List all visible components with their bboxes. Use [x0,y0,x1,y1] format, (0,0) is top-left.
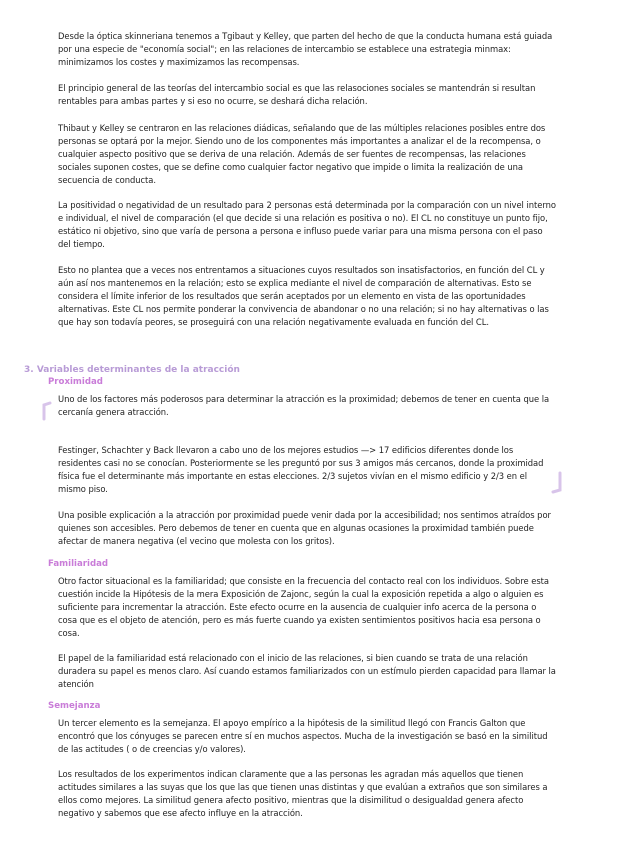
section-title: 3. Variables determinantes de la atracción [24,365,240,375]
familiaridad-heading: Familiaridad [48,559,109,569]
familiaridad-paragraph-2: El papel de la familiaridad está relacionado con el inicio de las relaciones, si bien cuando se trata de una relación duradera su papel es menos claro. Así cuando estamos familiarizados con un estímulo pierden capacidad para llamar la atención [58,653,556,689]
bracket-right-decoration [550,470,566,496]
proximidad-heading: Proximidad [48,377,103,387]
proximidad-paragraph-1: Uno de los factores más poderosos para determinar la atracción es la proximidad; debemos de tener en cuenta que la cercanía genera atracción. [58,394,550,417]
intro-paragraph-4: La positividad o negatividad de un resultado para 2 personas está determinada por la comparación con un nivel interno e individual, el nivel de comparación (el que decide si una relación es positiva o no). El CL no constituye un punto fijo, estático ni objetivo, sino que varía de persona a persona e influso puede variar para una misma persona con el paso del tiempo. [58,200,556,249]
semejanza-paragraph-1: Un tercer elemento es la semejanza. El apoyo empírico a la hipótesis de la similitud llegó con Francis Galton que encontró que los cónyuges se parecen entre sí en muchos aspectos. Mucha de la investigación se basó en la similitud de las actitudes ( o de creencias y/o valores). [58,718,548,754]
intro-paragraph-1: Desde la óptica skinneriana tenemos a Tgibaut y Kelley, que parten del hecho de que la conducta humana está guiada por una especie de "economía social"; en las relaciones de intercambio se establece una estrategia minmax: minimizamos los costes y maximizamos las recompensas. [58,31,553,67]
intro-paragraph-5: Esto no plantea que a veces nos entrentamos a situaciones cuyos resultados son insatisfactorios, en función del CL y aún así nos mantenemos en la relación; esto se explica mediante el nivel de comparación de alternativas. Esto se considera el límite inferior de los resultados que serán aceptados por un elemento en vista de las oportunidades alternativas. Este CL nos permite ponderar la convivencia de abandonar o no una relación; si no hay alternativas o las que hay son todavía peores, se proseguirá con una relación negativamente evaluada en función del CL. [58,265,549,327]
bracket-left-decoration [40,400,54,422]
familiaridad-paragraph-1: Otro factor situacional es la familiaridad; que consiste en la frecuencia del contacto real con los individuos. Sobre esta cuestión incide la Hipótesis de la mera Exposición de Zajonc, según la cual la exposición repetida a algo o alguien es suficiente para incrementar la atracción. Este efecto ocurre en la ausencia de cualquier info acerca de la persona o cosa que es el objeto de atención, pero es más fuerte cuando ya existen sentimientos positivos hacia esa persona o cosa. [58,576,549,638]
semejanza-heading: Semejanza [48,701,101,711]
proximidad-paragraph-2: Festinger, Schachter y Back llevaron a cabo uno de los mejores estudios —> 17 edificios diferentes donde los residentes casi no se conocían. Posteriormente se les preguntó por sus 3 amigos más cercanos, donde la proximidad física fue el determinante más importante en estas elecciones. 2/3 sujetos vivían en el mismo edificio y 2/3 en el mismo piso. [58,445,544,494]
intro-paragraph-2: El principio general de las teorías del intercambio social es que las relasociones sociales se mantendrán si resultan rentables para ambas partes y si eso no ocurre, se deshará dicha relación. [58,83,536,106]
semejanza-paragraph-2: Los resultados de los experimentos indican claramente que a las personas les agradan más aquellos que tienen actitudes similares a las suyas que los que las que tienen unas distintas y que evalúan a extraños que son similares a ellos como mejores. La similitud genera afecto positivo, mientras que la disimilitud o desigualdad genera afecto negativo y sabemos que ese afecto influye en la atracción. [58,769,548,818]
intro-paragraph-3: Thibaut y Kelley se centraron en las relaciones diádicas, señalando que de las múltiples relaciones posibles entre dos personas se optará por la mejor. Siendo uno de los componentes más importantes a analizar el de la recompensa, o cualquier aspecto positivo que se deriva de una relación. Además de ser fuentes de recompensas, las relaciones sociales suponen costes, que se define como cualquier factor negativo que impide o limita la realización de una secuencia de conducta. [58,123,546,185]
proximidad-paragraph-3: Una posible explicación a la atracción por proximidad puede venir dada por la accesibilidad; nos sentimos atraídos por quienes son accesibles. Pero debemos de tener en cuenta que en algunas ocasiones la proximidad también puede afectar de manera negativa (el vecino que molesta con los gritos). [58,510,551,546]
